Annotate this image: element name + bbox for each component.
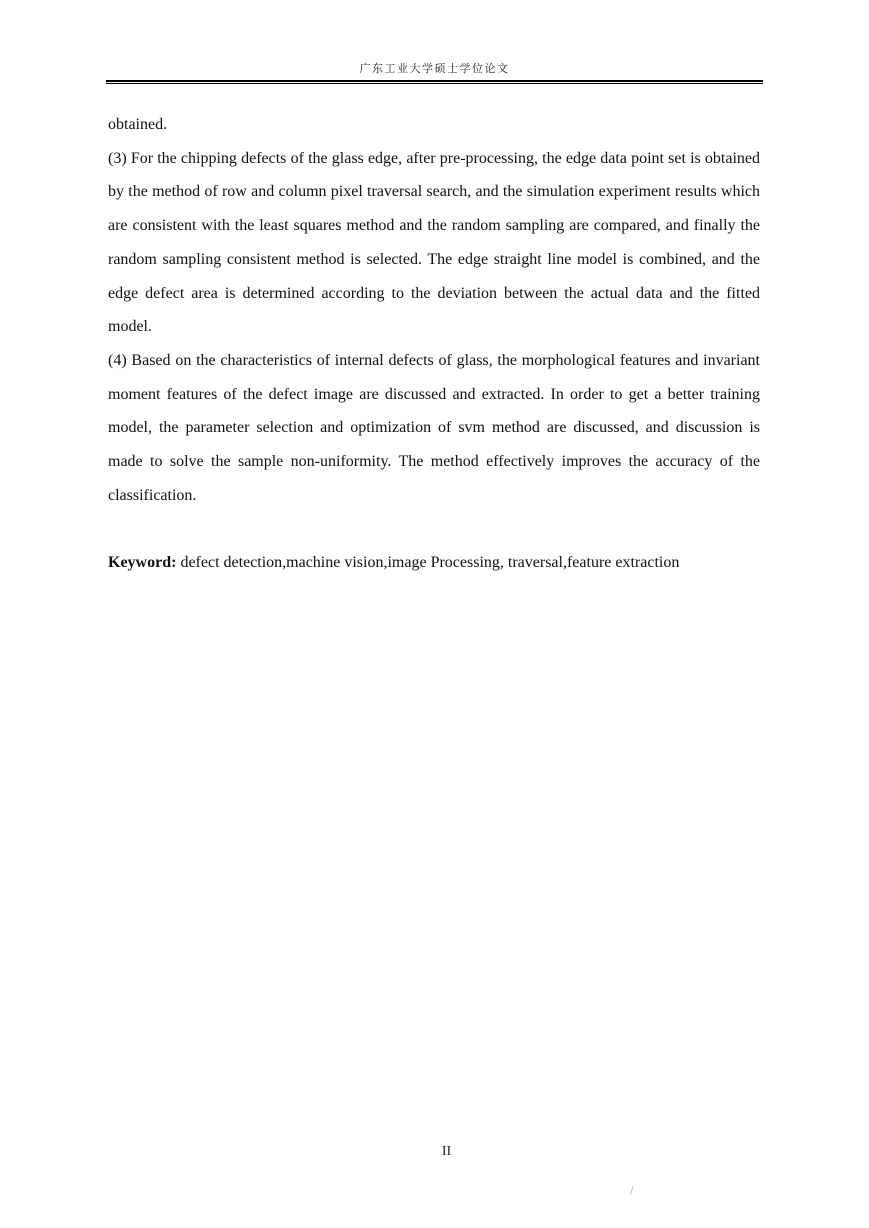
running-header: 广东工业大学硕士学位论文 — [359, 62, 510, 75]
header-rule-thin — [106, 83, 763, 84]
paragraph-continuation: obtained. — [108, 116, 168, 133]
paragraph-item-4: (4) Based on the characteristics of internal defects of glass, the morphological features and invariant moment features of the defect image are discussed and extracted. In order to get a better training model, the parameter selection and optimization of svm method are discussed, and discussion is made to solve the sample non-uniformity. The method effectively improves the accuracy of the classification. — [108, 351, 760, 504]
keywords-line — [108, 546, 760, 580]
keywords-label: Keyword: — [108, 554, 177, 572]
abstract-body — [108, 108, 760, 580]
paragraph-item-3: (3) For the chipping defects of the glass edge, after pre-processing, the edge data point set is obtained by the method of row and column pixel traversal search, and the simulation experiment results which are consistent with the least squares method and the random sampling are compared, and finally the random sampling consistent method is selected. The edge straight line model is combined, and the edge defect area is determined according to the deviation between the actual data and the fitted model. — [108, 149, 760, 336]
page-number: II — [441, 1144, 452, 1159]
keywords-text: defect detection,machine vision,image Processing, traversal,feature extraction — [176, 554, 680, 572]
corner-mark: / — [630, 1184, 634, 1198]
header-rule-thick — [106, 80, 763, 82]
